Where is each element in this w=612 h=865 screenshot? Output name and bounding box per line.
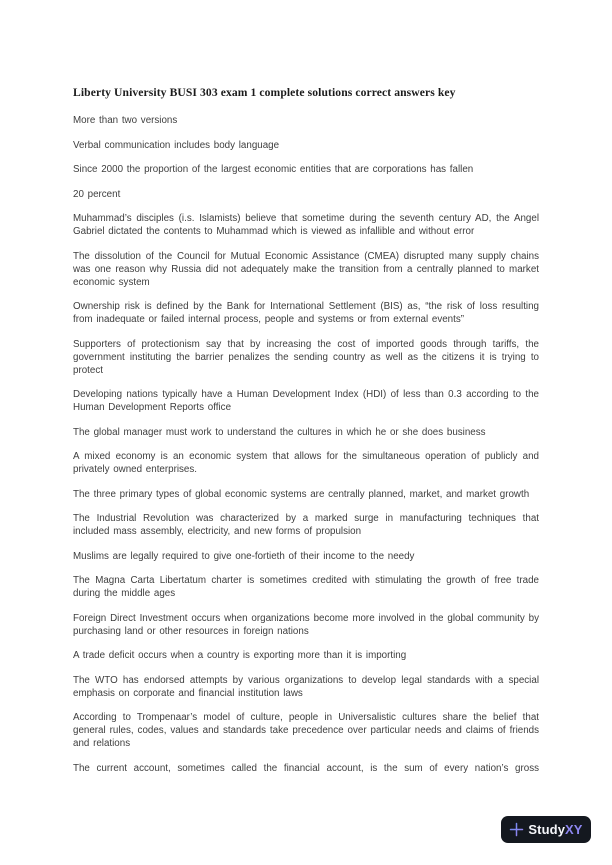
paragraph: Ownership risk is defined by the Bank for International Settlement (BIS) as, “the risk of loss resulting from inadequate or failed internal process, people and systems or from external events” [73, 301, 539, 325]
paragraph: Muslims are legally required to give one-fortieth of their income to the needy [73, 550, 415, 562]
paragraph: Since 2000 the proportion of the largest economic entities that are corporations has fallen [73, 164, 474, 175]
paragraph: The Industrial Revolution was characterized by a marked surge in manufacturing techniques that included mass assembly, electricity, and new forms of propulsion [73, 513, 539, 537]
paragraph: The dissolution of the Council for Mutual Economic Assistance (CMEA) disrupted many supply chains was one reason why Russia did not adequately make the transition from a centrally planned to market economic system [73, 250, 539, 288]
paragraph: The global manager must work to understand the cultures in which he or she does business [73, 426, 486, 438]
document-content [73, 86, 539, 786]
paragraph: Muhammad’s disciples (i.s. Islamists) believe that sometime during the seventh century AD, the Angel Gabriel dictated the contents to Muhammad which is viewed as infallible and without error [73, 213, 539, 237]
paragraph: Supporters of protectionism say that by increasing the cost of imported goods through tariffs, the government instituting the barrier penalizes the sending country as well as the citizens it is trying to protect [73, 338, 539, 376]
brand-label-primary: Study [528, 821, 566, 837]
paragraph: More than two versions [73, 115, 178, 126]
paragraph: Verbal communication includes body language [73, 139, 280, 151]
paragraph: Developing nations typically have a Human Development Index (HDI) of less than 0.3 according to the Human Development Reports office [73, 389, 539, 413]
paragraph: 20 percent [73, 188, 121, 200]
document-title: Liberty University BUSI 303 exam 1 complete solutions correct answers key [73, 86, 456, 99]
brand-label-accent: XY [565, 821, 583, 837]
paragraph: Foreign Direct Investment occurs when organizations become more involved in the global community by purchasing land or other resources in foreign nations [73, 612, 539, 637]
paragraph: The WTO has endorsed attempts by various organizations to develop legal standards with a special emphasis on corporate and financial institution laws [73, 674, 539, 699]
paragraph: The current account, sometimes called the financial account, is the sum of every nation’s gross [73, 762, 539, 774]
studyxy-brand-badge[interactable] [501, 816, 591, 843]
plus-icon [509, 822, 524, 837]
paragraph: The Magna Carta Libertatum charter is sometimes credited with stimulating the growth of free trade during the middle ages [73, 575, 539, 599]
paragraph: The three primary types of global economic systems are centrally planned, market, and market growth [73, 488, 530, 500]
brand-label [528, 821, 582, 839]
paragraph: A mixed economy is an economic system that allows for the simultaneous operation of publicly and privately owned enterprises. [73, 451, 539, 475]
paragraph: A trade deficit occurs when a country is exporting more than it is importing [73, 650, 407, 661]
paragraph: According to Trompenaar’s model of culture, people in Universalistic cultures share the belief that general rules, codes, values and standards take precedence over particular needs and claims of friends and relations [73, 712, 539, 749]
